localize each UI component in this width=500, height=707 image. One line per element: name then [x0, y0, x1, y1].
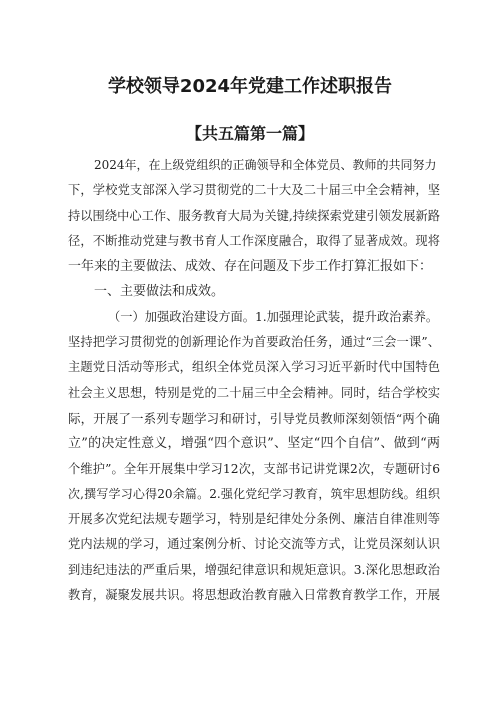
- paragraph-line: 立”的决定性意义，增强“四个意识”、坚定“四个自信”、做到“两: [68, 436, 440, 452]
- paragraph-line: 一年来的主要做法、成效、存在问题及下步工作打算汇报如下：: [68, 259, 433, 275]
- paragraph-line: 径，不断推动党建与教书育人工作深度融合，取得了显著成效。现将: [68, 233, 440, 248]
- document-body: [68, 153, 440, 608]
- paragraph-line: 主题党日活动等形式，组织全体党员深入学习习近平新时代中国特色: [68, 360, 440, 375]
- document-subtitle: 【共五篇第一篇】: [185, 124, 314, 143]
- paragraph-line: 到违纪违法的严重后果，增强纪律意识和规矩意识。3.深化思想政治: [68, 562, 440, 577]
- section-heading: 一、主要做法和成效。: [94, 284, 225, 300]
- paragraph-line: 际，开展了一系列专题学习和研讨，引导党员教师深刻领悟“两个确: [68, 410, 440, 426]
- paragraph-line: 次,撰写学习心得20余篇。2.强化党纪学习教育，筑牢思想防线。组织: [68, 486, 440, 501]
- paragraph-line: （一）加强政治建设方面。1.加强理论武装，提升政治素养。: [108, 309, 439, 324]
- paragraph-line: 社会主义思想，特别是党的二十届三中全会精神。同时，结合学校实: [68, 385, 440, 400]
- paragraph-line: 持以围绕中心工作、服务教育大局为关键,持续探索党建引领发展新路: [68, 208, 440, 223]
- paragraph-line: 下，学校党支部深入学习贯彻党的二十大及二十届三中全会精神，坚: [68, 183, 440, 198]
- paragraph-line: 开展多次党纪法规专题学习，特别是纪律处分条例、廉洁自律准则等: [68, 512, 440, 527]
- paragraph-line: 党内法规的学习，通过案例分析、讨论交流等方式，让党员深刻认识: [68, 537, 440, 552]
- paragraph-line: 2024年，在上级党组织的正确领导和全体党员、教师的共同努力: [94, 158, 437, 172]
- paragraph-line: 个维护”。全年开展集中学习12次，支部书记讲党课2次，专题研讨6: [68, 461, 440, 476]
- paragraph-line: 坚持把学习贯彻党的创新理论作为首要政治任务，通过“三会一课”、: [68, 335, 440, 350]
- paragraph-line: 教育，凝聚发展共识。将思想政治教育融入日常教育教学工作，开展: [68, 588, 440, 603]
- document-title: 学校领导2024年党建工作述职报告: [107, 76, 393, 97]
